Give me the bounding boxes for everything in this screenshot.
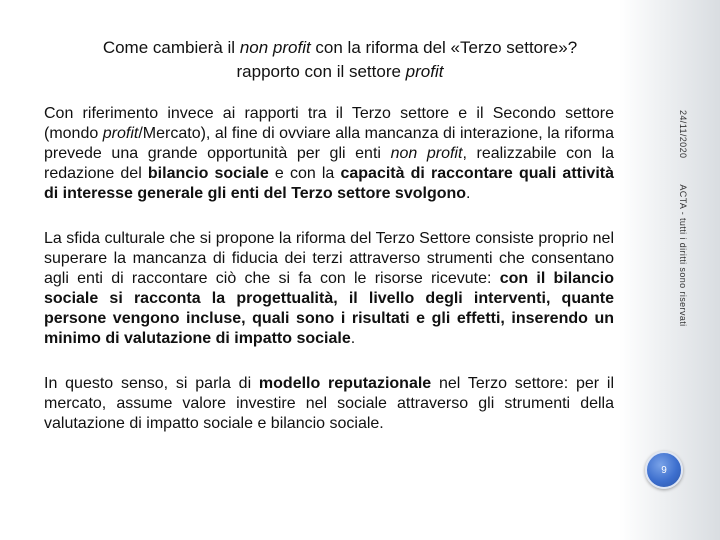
text-run: . (350, 330, 356, 347)
paragraph-2 (44, 229, 614, 349)
text-run: In questo senso, si parla di (44, 375, 259, 392)
text-run: , realizzabile con la redazione del (44, 145, 614, 182)
text-run: . (466, 185, 471, 202)
bold-text: bilancio sociale (147, 165, 269, 182)
paragraph-1 (44, 104, 614, 204)
slide-body (44, 104, 614, 434)
text-run: /Mercato), al fine di ovviare alla mancanza di interazione, la riforma prevede una grande opportunità per gli enti (44, 125, 614, 162)
slide-title (40, 36, 640, 84)
footer-date: 24/11/2020 (678, 110, 688, 159)
title-line-2 (40, 60, 640, 84)
italic-text: profit (102, 125, 139, 142)
text-run: Con riferimento invece ai rapporti tra il Terzo settore e il Secondo settore (mondo (44, 105, 614, 142)
title-emphasis: profit (405, 62, 444, 81)
page-number: 9 (661, 464, 667, 476)
title-text: con la riforma del «Terzo settore»? (310, 38, 578, 57)
text-run: La sfida culturale che si propone la riforma del Terzo Settore consiste proprio nel superare la mancanza di fiducia dei terzi attraverso strumenti che consentano agli enti di raccontare ciò che si fa con le risorse ricevute: (44, 230, 614, 287)
side-footer (677, 110, 689, 327)
bold-text: con il bilancio sociale si racconta la progettualità, il livello degli interventi, quante persone vengono incluse, quali sono i risultati e gli effetti, inserendo un minimo di valutazione di impatto sociale (44, 270, 615, 347)
bold-text: modello reputazionale (258, 375, 432, 392)
footer-copyright: ACTA - tutti i diritti sono riservati (678, 184, 688, 327)
bold-text: capacità di raccontare quali attività di interesse generale gli enti del Terzo settore svolgono (44, 165, 615, 202)
title-line-1 (40, 36, 640, 60)
title-emphasis: non profit (239, 38, 311, 57)
italic-text: non profit (390, 145, 463, 162)
text-run: nel Terzo settore: per il mercato, assume valore investire nel sociale attraverso gli strumenti della valutazione di impatto sociale e bilancio sociale. (44, 375, 614, 432)
title-text: rapporto con il settore (236, 62, 406, 81)
text-run: e con la (268, 165, 341, 182)
paragraph-3 (44, 374, 614, 434)
page-number-badge (645, 451, 683, 489)
title-text: Come cambierà il (102, 38, 240, 57)
